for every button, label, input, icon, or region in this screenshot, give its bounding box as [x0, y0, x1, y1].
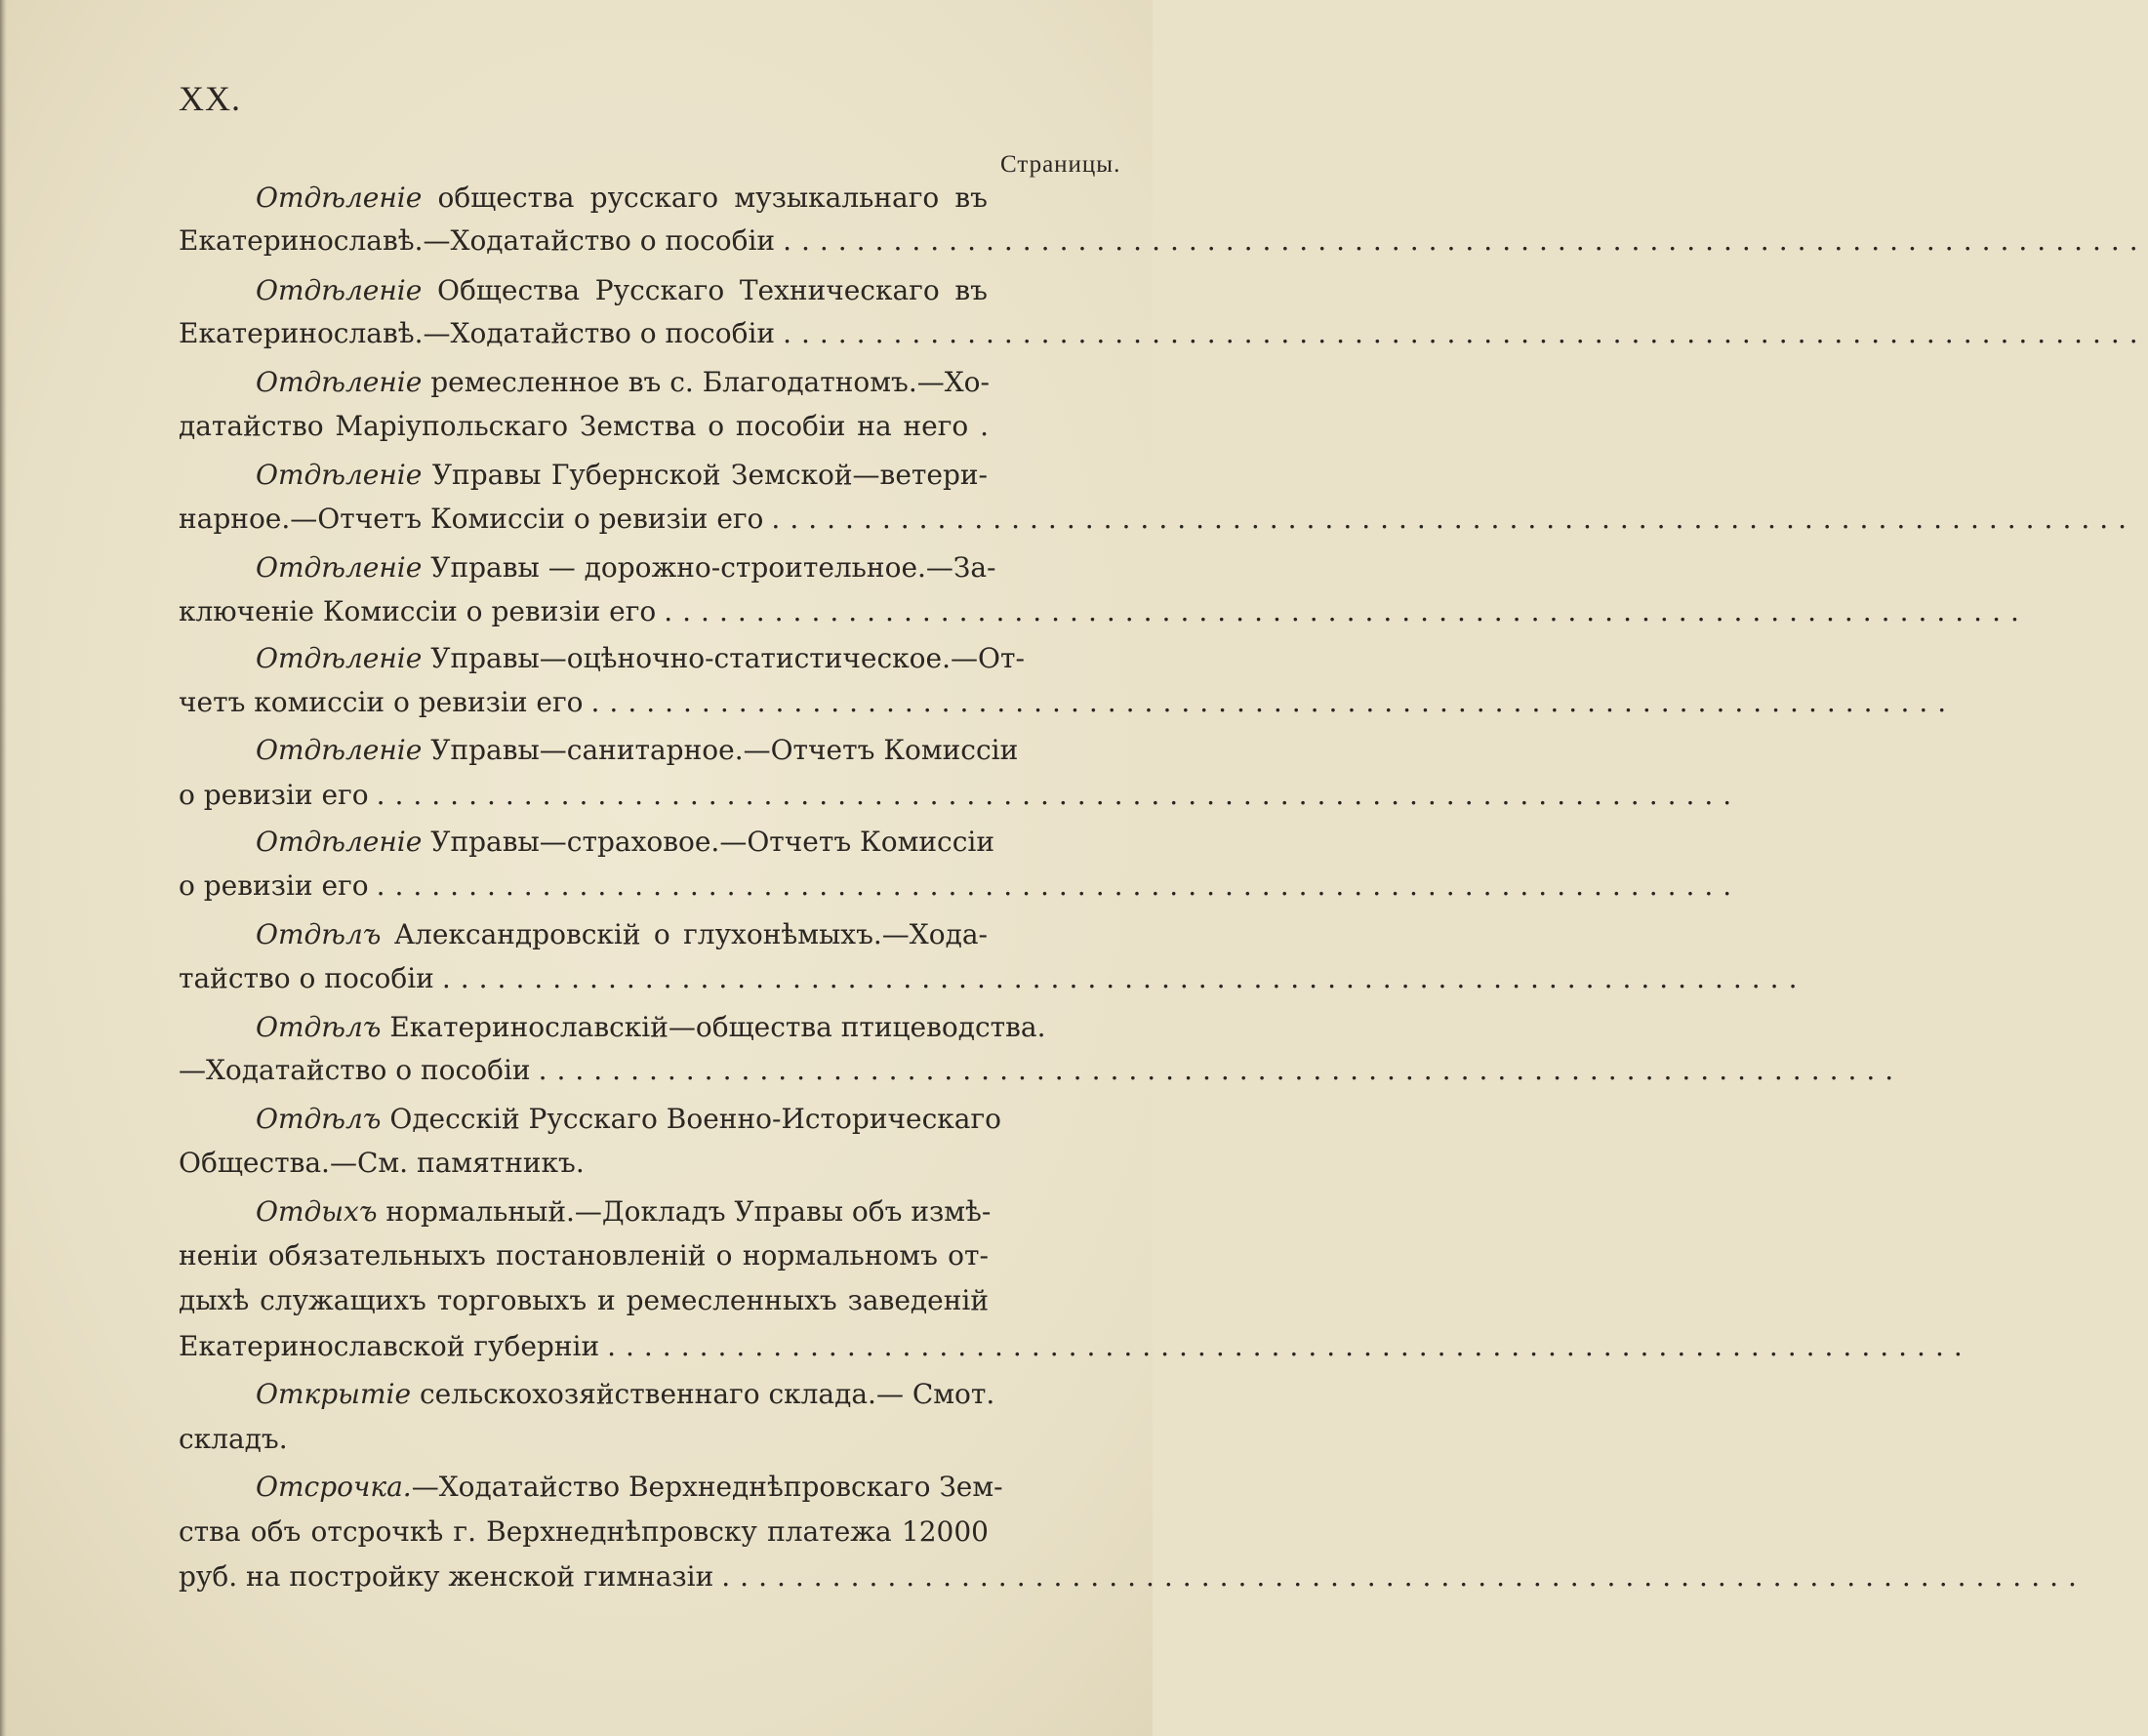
index-entry-heading: [256, 548, 996, 587]
index-entry-line: [179, 1144, 585, 1183]
index-entry-line: [179, 1236, 989, 1275]
index-entry-line: [179, 1051, 1904, 1090]
entry-term: Отсрочка.: [256, 1471, 412, 1503]
index-entry-heading: [256, 731, 1019, 770]
entry-text: о ревизіи его: [179, 869, 369, 902]
dot-leader: ..........................................................................: [441, 962, 1807, 994]
index-entry-heading: [256, 1008, 1046, 1047]
entry-term: Открытіе: [256, 1378, 412, 1410]
index-entry-line: [179, 500, 2137, 539]
entry-text: —Ходатайство Верхнеднѣпровскаго Зем-: [411, 1471, 1003, 1503]
entry-term: Отдѣленіе: [256, 551, 423, 584]
entry-text: Екатеринославской губерніи: [179, 1330, 600, 1362]
entry-text: ремесленное въ с. Благодатномъ.—Хо-: [430, 366, 991, 398]
index-entry-heading: [256, 1192, 992, 1231]
index-entry-heading: [256, 363, 991, 402]
index-entry-line: [179, 683, 1957, 722]
index-entry-line: [179, 1327, 1972, 1366]
entry-text: руб. на постройку женской гимназіи: [179, 1560, 714, 1593]
index-entry-line: [179, 1513, 989, 1552]
index-entry-heading: [256, 179, 988, 218]
index-entry-line: [179, 314, 2148, 353]
index-entry-line: [179, 592, 2029, 631]
entry-text: Управы—оцѣночно-статистическое.—От-: [430, 642, 1025, 674]
dot-leader: ..........................................................................: [783, 317, 2148, 349]
entry-term: Отдыхъ: [256, 1195, 378, 1228]
index-entry-line: [179, 776, 1742, 815]
entry-term: Отдѣленіе: [256, 366, 423, 398]
index-entry-heading: [256, 271, 988, 310]
page-spine-shadow: [0, 0, 7, 1736]
entry-term: Отдѣлъ: [256, 918, 382, 950]
dot-leader: ..........................................................................: [721, 1560, 2087, 1593]
entry-text: —Ходатайство о пособіи: [179, 1054, 531, 1086]
index-entry-line: [179, 1557, 2087, 1596]
entry-text: датайство Маріупольскаго Земства о пособіи на него .: [179, 410, 989, 442]
entry-term: Отдѣлъ: [256, 1103, 382, 1135]
dot-leader: ..........................................................................: [783, 224, 2148, 257]
entry-term: Отдѣленіе: [256, 182, 423, 214]
entry-text: нормальный.—Докладъ Управы объ измѣ-: [385, 1195, 992, 1228]
entry-text: о ревизіи его: [179, 779, 369, 811]
entry-text: Александровскій о глухонѣмыхъ.—Хода-: [393, 918, 988, 950]
entry-text: Управы—санитарное.—Отчетъ Комиссіи: [430, 734, 1019, 766]
entry-text: Общества.—См. памятникъ.: [179, 1147, 585, 1179]
entry-term: Отдѣленіе: [256, 826, 423, 858]
entry-text: сельскохозяйственнаго склада.— Смот.: [419, 1378, 995, 1410]
entry-text: Управы—страховое.—Отчетъ Комиссіи: [430, 826, 995, 858]
index-entry-heading: [256, 915, 988, 954]
index-entry-line: [179, 222, 2148, 261]
entry-text: дыхѣ служащихъ торговыхъ и ремесленныхъ заведеній: [179, 1284, 989, 1316]
entry-term: Отдѣленіе: [256, 459, 423, 491]
dot-leader: ..........................................................................: [376, 869, 1742, 902]
entry-text: нарное.—Отчетъ Комиссіи о ревизіи его: [179, 503, 764, 535]
index-entry-line: [179, 867, 1742, 906]
entry-text: четъ комиссіи о ревизіи его: [179, 686, 584, 718]
index-entry-heading: [256, 1468, 1003, 1507]
dot-leader: ..........................................................................: [538, 1054, 1904, 1086]
dot-leader: ..........................................................................: [771, 503, 2137, 535]
dot-leader: ..........................................................................: [590, 686, 1957, 718]
dot-leader: ..........................................................................: [664, 595, 2029, 627]
pages-column-header: Страницы.: [1000, 151, 1121, 178]
index-entry-heading: [256, 456, 988, 495]
entry-text: складъ.: [179, 1423, 288, 1455]
entry-term: Отдѣленіе: [256, 274, 423, 306]
index-entry-line: [179, 407, 989, 446]
entry-text: неніи обязательныхъ постановленій о нормальномъ от-: [179, 1239, 989, 1272]
entry-text: ства объ отсрочкѣ г. Верхнеднѣпровску платежа 12000: [179, 1515, 989, 1548]
entry-text: Екатеринославѣ.—Ходатайство о пособіи: [179, 317, 776, 349]
index-entry-line: [179, 1420, 288, 1459]
entry-text: Екатеринославскій—общества птицеводства.: [389, 1011, 1046, 1043]
entry-term: Отдѣленіе: [256, 642, 423, 674]
entry-text: общества русскаго музыкальнаго въ: [437, 182, 988, 214]
index-entry-line: [179, 959, 1807, 998]
index-entry-heading: [256, 1375, 995, 1414]
entry-term: Отдѣленіе: [256, 734, 423, 766]
entry-text: Екатеринославѣ.—Ходатайство о пособіи: [179, 224, 776, 257]
entry-text: Управы Губернской Земской—ветери-: [431, 459, 988, 491]
entry-term: Отдѣлъ: [256, 1011, 382, 1043]
dot-leader: ..........................................................................: [607, 1330, 1972, 1362]
index-entry-heading: [256, 823, 995, 862]
index-entry-heading: [256, 639, 1025, 678]
index-entry-line: [179, 1281, 989, 1320]
entry-text: Одесскій Русскаго Военно-Историческаго: [389, 1103, 1001, 1135]
page-number: XX.: [179, 79, 241, 118]
entry-text: Управы — дорожно-строительное.—За-: [430, 551, 996, 584]
dot-leader: ..........................................................................: [376, 779, 1742, 811]
index-entry-heading: [256, 1100, 1001, 1139]
entry-text: тайство о пособіи: [179, 962, 434, 994]
entry-text: Общества Русскаго Техническаго въ: [437, 274, 988, 306]
entry-text: ключеніе Комиссіи о ревизіи его: [179, 595, 657, 627]
